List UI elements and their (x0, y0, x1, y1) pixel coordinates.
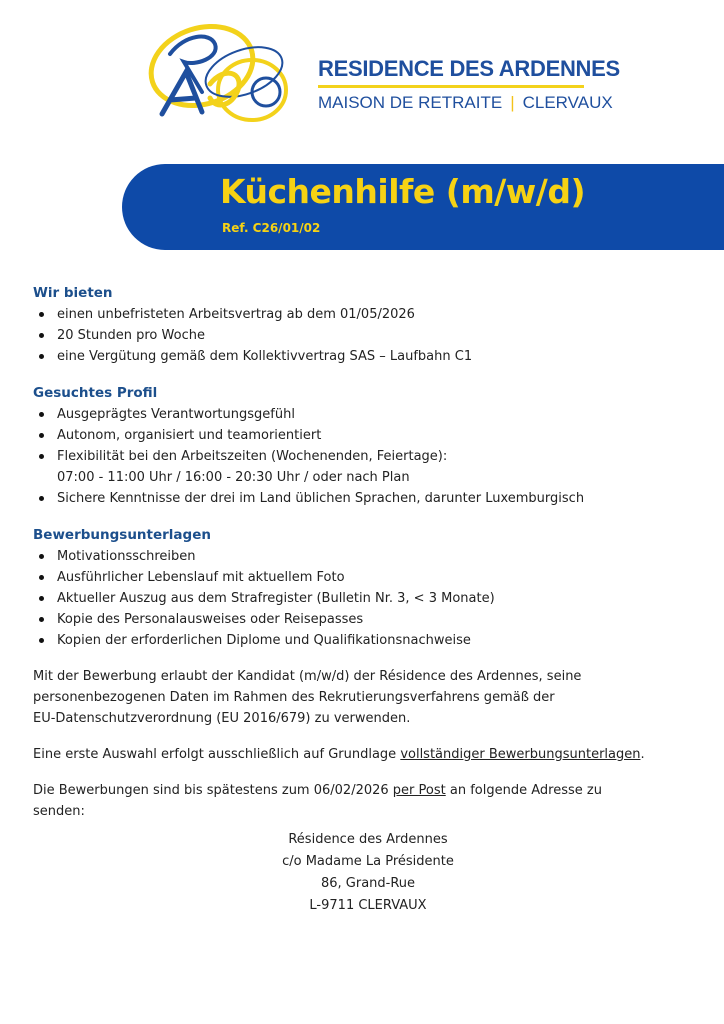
offer-item: einen unbefristeten Arbeitsvertrag ab dem 01/05/2026 (33, 304, 703, 325)
address-line: Résidence des Ardennes (288, 832, 448, 847)
job-title: Küchenhilfe (m/w/d) (220, 172, 586, 211)
deadline-text: Die Bewerbungen sind bis spätestens zum 06/02/2026 (33, 783, 393, 798)
privacy-line: EU-Datenschutzverordnung (EU 2016/679) zu verwenden. (33, 711, 411, 726)
document-item: Ausführlicher Lebenslauf mit aktuellem Foto (33, 567, 703, 588)
profile-item: Sichere Kenntnisse der drei im Land üblichen Sprachen, darunter Luxemburgisch (33, 488, 703, 509)
organization-subtitle (318, 93, 613, 113)
profile-item: Ausgeprägtes Verantwortungsgefühl (33, 404, 703, 425)
by-post-emphasis: per Post (392, 783, 446, 798)
address-line: 86, Grand-Rue (320, 876, 416, 891)
selection-end: . (640, 747, 645, 762)
profile-list (33, 404, 703, 467)
offer-heading: Wir bieten (33, 285, 113, 301)
document-item: Kopie des Personalausweises oder Reisepasses (33, 609, 703, 630)
selection-text: Eine erste Auswahl erfolgt ausschließlich auf Grundlage (33, 747, 401, 762)
subtitle-separator: | (510, 93, 515, 112)
job-reference: Ref. C26/01/02 (222, 221, 321, 235)
postal-address (33, 829, 703, 917)
offer-item: eine Vergütung gemäß dem Kollektivvertrag SAS – Laufbahn C1 (33, 346, 703, 367)
organization-divider (318, 85, 584, 88)
documents-list (33, 546, 703, 651)
document-item: Kopien der erforderlichen Diplome und Qualifikationsnachweise (33, 630, 703, 651)
offer-item: 20 Stunden pro Woche (33, 325, 703, 346)
address-line: L-9711 CLERVAUX (309, 898, 427, 913)
offer-list (33, 304, 703, 367)
organization-name: RESIDENCE DES ARDENNES (318, 56, 620, 81)
deadline-note (33, 780, 703, 801)
profile-item-continuation: 07:00 - 11:00 Uhr / 16:00 - 20:30 Uhr / oder nach Plan (57, 470, 410, 485)
deadline-text-end: an folgende Adresse zu (445, 783, 602, 798)
residence-logo (140, 14, 310, 132)
address-line: c/o Madame La Présidente (282, 854, 454, 869)
selection-note (33, 744, 703, 765)
deadline-note-line-2: senden: (33, 804, 85, 819)
profile-heading: Gesuchtes Profil (33, 385, 158, 401)
documents-heading: Bewerbungsunterlagen (33, 527, 211, 543)
privacy-line: personenbezogenen Daten im Rahmen des Rekrutierungsverfahrens gemäß der (33, 690, 555, 705)
profile-list-cont (33, 488, 703, 509)
profile-item: Flexibilität bei den Arbeitszeiten (Wochenenden, Feiertage): (33, 446, 703, 467)
rdao-monogram-logo-icon (140, 14, 310, 132)
complete-documents-emphasis: vollständiger Bewerbungsunterlagen (400, 747, 641, 762)
privacy-line: Mit der Bewerbung erlaubt der Kandidat (m/w/d) der Résidence des Ardennes, seine (33, 669, 582, 684)
organization-subtitle-right: CLERVAUX (522, 93, 613, 112)
document-item: Motivationsschreiben (33, 546, 703, 567)
profile-item: Autonom, organisiert und teamorientiert (33, 425, 703, 446)
organization-subtitle-left: MAISON DE RETRAITE (318, 93, 503, 112)
document-item: Aktueller Auszug aus dem Strafregister (Bulletin Nr. 3, < 3 Monate) (33, 588, 703, 609)
job-title-banner (122, 164, 724, 250)
organization-header (318, 56, 620, 113)
job-posting-body (33, 282, 703, 917)
